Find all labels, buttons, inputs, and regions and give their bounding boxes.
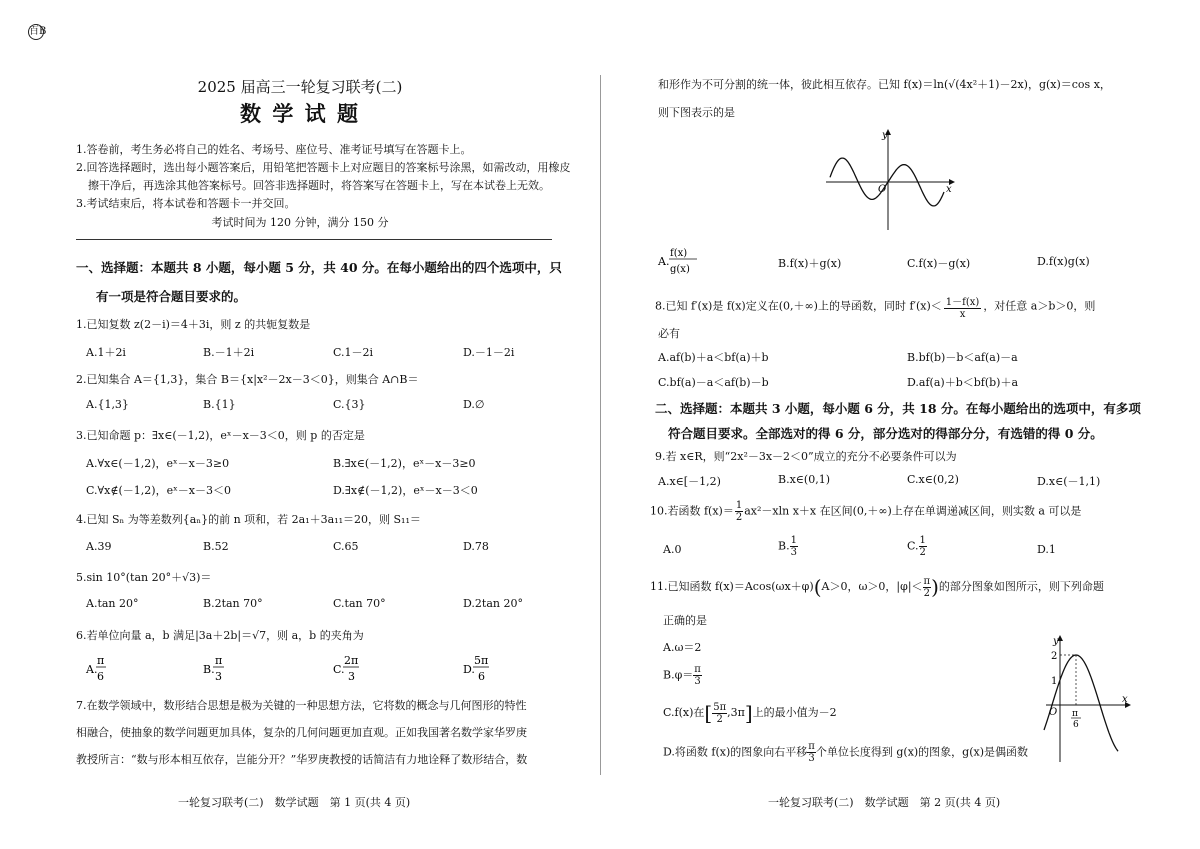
section2-heading-cont: 符合题目要求。全部选对的得 6 分，部分选对的得部分分，有选错的得 0 分。 — [668, 426, 1103, 441]
q8-stem-post: ，对任意 a＞b＞0，则 — [983, 299, 1096, 313]
q2-option-a: A.{1,3} — [86, 398, 129, 411]
q11-graph-tick-num: π — [1072, 709, 1078, 719]
q11-stem-pre: 11.已知函数 f(x)＝Acos(ωx＋φ) — [650, 580, 814, 593]
q1-option-b: B.－1＋2i — [203, 346, 255, 359]
q11-cond-den: 2 — [923, 587, 930, 599]
q11-graph — [1036, 632, 1134, 764]
q4-option-b: B.52 — [203, 540, 229, 553]
q4-option-c: C.65 — [333, 540, 359, 553]
q5-option-a: A.tan 20° — [86, 597, 139, 610]
q10-stem-pre: 10.若函数 f(x)＝ — [650, 504, 734, 518]
q5-stem: 5.sin 10°(tan 20°＋√3)＝ — [76, 571, 212, 584]
section1-heading: 一、选择题：本题共 8 小题，每小题 5 分，共 40 分。在每小题给出的四个选项中，只 — [76, 260, 562, 275]
q10-option-c-num: 1 — [919, 535, 926, 546]
q7-line-2: 相融合，使抽象的数学问题更加具体，复杂的几何问题更加直观。正如我国著名数学家华罗庚 — [76, 726, 527, 739]
q10-option-b-label: B. — [778, 539, 790, 553]
q11-option-b-den: 3 — [694, 676, 701, 687]
q5-option-c: C.tan 70° — [333, 597, 386, 610]
q7-option-a-den: g(x) — [670, 264, 690, 275]
q7-line-4: 和形作为不可分割的统一体，彼此相互依存。已知 f(x)＝ln(√(4x²＋1)－2x)，g(x)＝cos x， — [658, 78, 1111, 91]
q9-option-a: A.x∈[－1,2) — [658, 475, 721, 488]
q8-frac-den: x — [959, 309, 966, 320]
q10-option-b-fraction — [790, 535, 798, 558]
q7-option-a-label: A. — [658, 255, 670, 268]
q6-option-a-den: 6 — [97, 670, 104, 683]
q11-option-c-fraction — [712, 702, 727, 725]
q8-frac-num: 1－f(x) — [944, 293, 982, 309]
q2-option-c: C.{3} — [333, 398, 366, 411]
q7-graph-y-label: y — [882, 130, 888, 141]
q11-cond-fraction — [923, 576, 932, 599]
q10-fraction — [735, 500, 743, 523]
q6-option-d-label: D. — [463, 663, 475, 676]
q11-option-b-label: B.φ＝ — [663, 668, 694, 682]
q7-option-c: C.f(x)－g(x) — [907, 257, 971, 270]
q6-stem: 6.若单位向量 a，b 满足|3a＋2b|＝√7，则 a，b 的夹角为 — [76, 629, 364, 642]
q10-option-a: A.0 — [663, 543, 682, 556]
q11-graph-curve — [1044, 655, 1118, 751]
q10-option-c-den: 2 — [919, 547, 926, 558]
q11-option-c-num: 5π — [713, 701, 727, 713]
q11-option-c-label: C.f(x)在 — [663, 706, 705, 719]
q11-option-b-fraction — [693, 664, 702, 687]
q10-option-c-label: C. — [907, 539, 919, 553]
q8-option-d: D.af(a)＋b＜bf(b)＋a — [907, 376, 1019, 389]
q8-stem — [655, 293, 1095, 320]
q11-graph-tick-2: 2 — [1051, 651, 1058, 662]
corner-mark — [28, 24, 47, 40]
q9-option-b: B.x∈(0,1) — [778, 473, 831, 486]
instruction-2-cont: 擦干净后，再选涂其他答案标号。回答非选择题时，将答案写在答题卡上，写在本试卷上无效。 — [88, 179, 550, 192]
q10-stem-post: ax²－xln x＋x 在区间(0,＋∞)上存在单调递减区间，则实数 a 可以是 — [744, 504, 1082, 518]
q6-option-c-den: 3 — [348, 670, 355, 683]
q5-option-b: B.2tan 70° — [203, 597, 263, 610]
q3-option-b: B.∃x∈(－1,2)，eˣ－x－3≥0 — [333, 457, 476, 470]
q10-stem — [650, 500, 1081, 523]
q11-option-d-den: 3 — [808, 753, 815, 764]
q9-option-d: D.x∈(－1,1) — [1037, 475, 1101, 488]
q11-option-d — [663, 741, 1028, 764]
q6-option-b-label: B. — [203, 663, 215, 676]
q11-option-d-pre: D.将函数 f(x)的图象向右平移 — [663, 745, 808, 759]
q4-stem: 4.已知 Sₙ 为等差数列{aₙ}的前 n 项和，若 2a₁＋3a₁₁＝20，则 S₁₁＝ — [76, 513, 421, 526]
q11-right-paren: ) — [931, 575, 939, 599]
q8-line-2: 必有 — [658, 327, 680, 340]
q11-option-d-fraction — [807, 741, 816, 764]
q6-option-a-label: A. — [86, 663, 98, 676]
q4-option-d: D.78 — [463, 540, 489, 553]
q10-option-c-fraction — [919, 535, 927, 558]
q6-option-a-num: π — [97, 654, 105, 667]
q6-option-b-den: 3 — [215, 670, 222, 683]
q6-option-d-num: 5π — [474, 654, 489, 667]
q2-option-b: B.{1} — [203, 398, 236, 411]
q1-stem: 1.已知复数 z(2－i)＝4＋3i，则 z 的共轭复数是 — [76, 318, 311, 331]
q6-option-c-num: 2π — [344, 654, 359, 667]
q10-frac-num: 1 — [735, 500, 743, 511]
q7-option-b: B.f(x)＋g(x) — [778, 257, 842, 270]
q10-option-b-num: 1 — [790, 535, 797, 546]
q11-graph-tick-den: 6 — [1073, 720, 1079, 730]
q6-option-c-label: C. — [333, 663, 345, 676]
q11-option-c-den: 2 — [716, 713, 723, 725]
q3-option-c: C.∀x∉(－1,2)，eˣ－x－3＜0 — [86, 484, 231, 497]
corner-mark-text: 百B — [28, 24, 44, 40]
q6-options — [80, 652, 550, 686]
footer-page-2: 一轮复习联考(二) 数学试题 第 2 页(共 4 页) — [768, 796, 1001, 809]
q11-graph-y-label: y — [1053, 636, 1059, 647]
q11-cond-pre: A＞0，ω＞0，|φ|＜ — [821, 580, 923, 593]
q7-graph-x-label: x — [946, 184, 952, 195]
q11-option-d-post: 个单位长度得到 g(x)的图象，g(x)是偶函数 — [815, 745, 1029, 759]
exam-title: 2025 届高三一轮复习联考(二) — [197, 78, 403, 96]
q9-option-c: C.x∈(0,2) — [907, 473, 959, 486]
q10-frac-den: 2 — [735, 512, 743, 523]
instruction-1: 1.答卷前，考生务必将自己的姓名、考场号、座位号、准考证号填写在答题卡上。 — [76, 143, 472, 156]
q11-option-c-post: 上的最小值为－2 — [752, 706, 837, 719]
q11-option-b-num: π — [694, 664, 701, 675]
q7-line-5: 则下图表示的是 — [658, 106, 735, 119]
q11-stem — [650, 575, 1104, 599]
q8-fraction — [944, 293, 982, 320]
q8-option-a: A.af(b)＋a＜bf(a)＋b — [658, 351, 769, 364]
q7-graph-origin: O — [878, 184, 887, 195]
section2-heading: 二、选择题：本题共 3 小题，每小题 6 分，共 18 分。在每小题给出的选项中，有多项 — [655, 401, 1141, 416]
q10-option-c — [907, 535, 927, 558]
q11-left-paren: ( — [813, 575, 822, 599]
q11-graph-tick-1: 1 — [1051, 676, 1058, 687]
q10-option-d: D.1 — [1037, 543, 1056, 556]
page-divider — [600, 75, 601, 775]
q6-option-d-den: 6 — [478, 670, 485, 683]
instruction-2: 2.回答选择题时，选出每小题答案后，用铅笔把答题卡上对应题目的答案标号涂黑，如需改动，用橡皮 — [76, 161, 571, 174]
q9-stem: 9.若 x∈R，则“2x²－3x－2＜0”成立的充分不必要条件可以为 — [655, 450, 957, 463]
q4-option-a: A.39 — [86, 540, 112, 553]
q7-option-a-num: f(x) — [670, 248, 688, 259]
q2-option-d: D.∅ — [463, 398, 485, 411]
q11-option-d-num: π — [808, 741, 815, 752]
q7-option-d: D.f(x)g(x) — [1037, 255, 1090, 268]
q11-option-c-rbracket: ] — [744, 701, 753, 725]
exam-info: 考试时间为 120 分钟，满分 150 分 — [211, 216, 389, 229]
q11-option-c-mid: ,3π — [727, 706, 745, 719]
q3-stem: 3.已知命题 p：∃x∈(－1,2)，eˣ－x－3＜0，则 p 的否定是 — [76, 429, 365, 442]
q8-stem-pre: 8.已知 f′(x)是 f(x)定义在(0,＋∞)上的导函数，同时 f′(x)＜ — [655, 299, 942, 313]
q10-option-b — [778, 535, 798, 558]
q3-option-a: A.∀x∈(－1,2)，eˣ－x－3≥0 — [86, 457, 230, 470]
q8-option-b: B.bf(b)－b＜af(a)－a — [907, 351, 1018, 364]
q3-option-d: D.∃x∉(－1,2)，eˣ－x－3＜0 — [333, 484, 478, 497]
q2-stem: 2.已知集合 A＝{1,3}，集合 B＝{x|x²－2x－3＜0}，则集合 A∩B＝ — [76, 373, 419, 386]
q11-option-a: A.ω＝2 — [663, 641, 702, 654]
q8-option-c: C.bf(a)－a＜af(b)－b — [658, 376, 769, 389]
q1-option-a: A.1＋2i — [86, 346, 126, 359]
q11-option-c-lbracket: [ — [704, 701, 713, 725]
section1-heading-cont: 有一项是符合题目要求的。 — [96, 289, 247, 304]
q1-option-c: C.1－2i — [333, 346, 374, 359]
q10-option-b-den: 3 — [790, 547, 797, 558]
q11-graph-x-label: x — [1122, 694, 1128, 705]
q6-option-b-num: π — [215, 654, 223, 667]
instruction-3: 3.考试结束后，将本试卷和答题卡一并交回。 — [76, 197, 296, 210]
q7-graph — [820, 126, 960, 232]
q11-line-2: 正确的是 — [663, 614, 707, 627]
q5-option-d: D.2tan 20° — [463, 597, 523, 610]
header-divider — [76, 239, 552, 240]
q11-option-c — [663, 701, 837, 725]
q11-stem-post: 的部分图象如图所示，则下列命题 — [938, 580, 1104, 593]
footer-page-1: 一轮复习联考(二) 数学试题 第 1 页(共 4 页) — [178, 796, 411, 809]
q7-line-1: 7.在数学领域中，数形结合思想是极为关键的一种思想方法，它将数的概念与几何图形的特性 — [76, 699, 527, 712]
q11-graph-origin: O — [1049, 707, 1058, 718]
q11-option-b — [663, 664, 702, 687]
q7-line-3: 教授所言：“数与形本相互依存，岂能分开？”华罗庚教授的话简洁有力地诠释了数形结合，数 — [76, 753, 528, 766]
exam-subject: 数 学 试 题 — [240, 101, 360, 126]
q11-cond-num: π — [923, 575, 931, 587]
q1-option-d: D.－1－2i — [463, 346, 515, 359]
